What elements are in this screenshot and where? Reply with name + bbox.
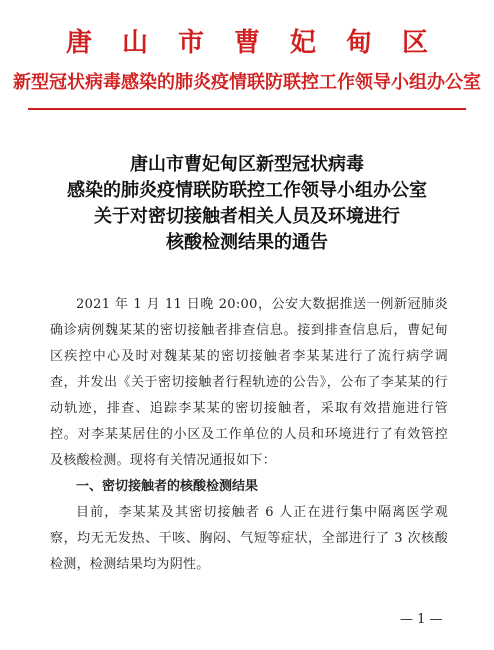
office-name: 新型冠状病毒感染的肺炎疫情联防联控工作领导小组办公室 [13,72,481,93]
title-line-3: 关于对密切接触者相关人员及环境进行 [94,206,400,227]
title-line-1: 唐山市曹妃甸区新型冠状病毒 [130,154,364,175]
org-name: 唐山市曹妃甸区 [65,28,458,58]
notice-body [50,292,448,578]
page-number: — 1 — [400,612,443,627]
section-heading-1: 一、密切接触者的核酸检测结果 [76,479,259,494]
body-paragraph-2: 目前，李某某及其密切接触者 6 人正在进行集中隔离医学观察，均无无发热、干咳、胸闷、气短等症状，全部进行了 3 次核酸检测，检测结果均为阴性。 [50,505,448,572]
header-red-rule [28,108,466,110]
body-paragraph-1: 2021 年 1 月 11 日晚 20:00，公安大数据推送一例新冠肺炎确诊病例魏某某的密切接触者排查信息。接到排查信息后，曹妃甸区疾控中心及时对魏某某的密切接触者李某某进行了流行病学调查，并发出《关于密切接触者行程轨迹的公告》，公布了李某某的行动轨迹，排查、追踪李某某的密切接触者，采取有效措施进行管控。对李某某居住的小区及工作单位的人员和环境进行了有效管控及核酸检测。现将有关情况通报如下： [50,297,448,468]
title-line-2: 感染的肺炎疫情联防联控工作领导小组办公室 [67,180,427,201]
title-line-4: 核酸检测结果的通告 [166,232,328,253]
notice-title [0,152,494,256]
